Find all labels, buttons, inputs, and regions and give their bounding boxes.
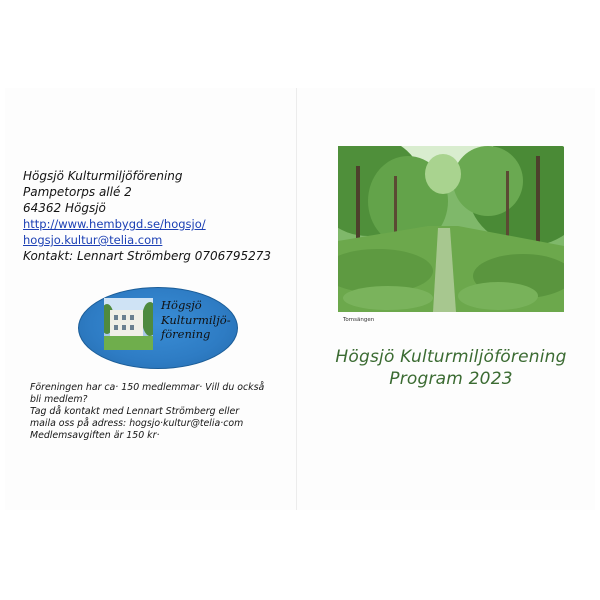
association-logo [78,287,238,369]
info-line-3: Tag då kontakt med Lennart Strömberg eller [30,406,240,417]
contact-block [23,168,298,264]
contact-org-name: Högsjö Kulturmiljöförening [23,169,183,183]
forest-path-photo [338,146,564,312]
website-link[interactable]: http://www.hembygd.se/hogsjo/ [23,217,206,231]
info-line-2: bli medlem? [30,394,88,405]
info-line-1: Föreningen har ca· 150 medlemmar· Vill du också [30,382,265,393]
program-title [316,346,586,390]
logo-house-image [104,298,153,350]
program-title-line2: Program 2023 [389,369,513,389]
membership-info [30,382,285,442]
info-line-4: maila oss på adress: hogsjo·kultur@telia·com [30,418,244,429]
contact-person: Kontakt: Lennart Strömberg 0706795273 [23,249,272,263]
logo-text-line2: Kulturmiljö- [161,312,231,327]
logo-text-line1: Högsjö [161,298,202,312]
program-title-line1: Högsjö Kulturmiljöförening [335,347,567,367]
logo-text [161,298,233,342]
logo-text-line3: förening [161,327,211,341]
contact-postal-city: 64362 Högsjö [23,201,106,215]
email-link[interactable]: hogsjo.kultur@telia.com [23,233,163,247]
photo-caption: Tomsängen [343,317,375,323]
contact-street: Pampetorps allé 2 [23,185,132,199]
fold-line [296,88,297,510]
info-line-5: Medlemsavgiften är 150 kr· [30,430,160,441]
